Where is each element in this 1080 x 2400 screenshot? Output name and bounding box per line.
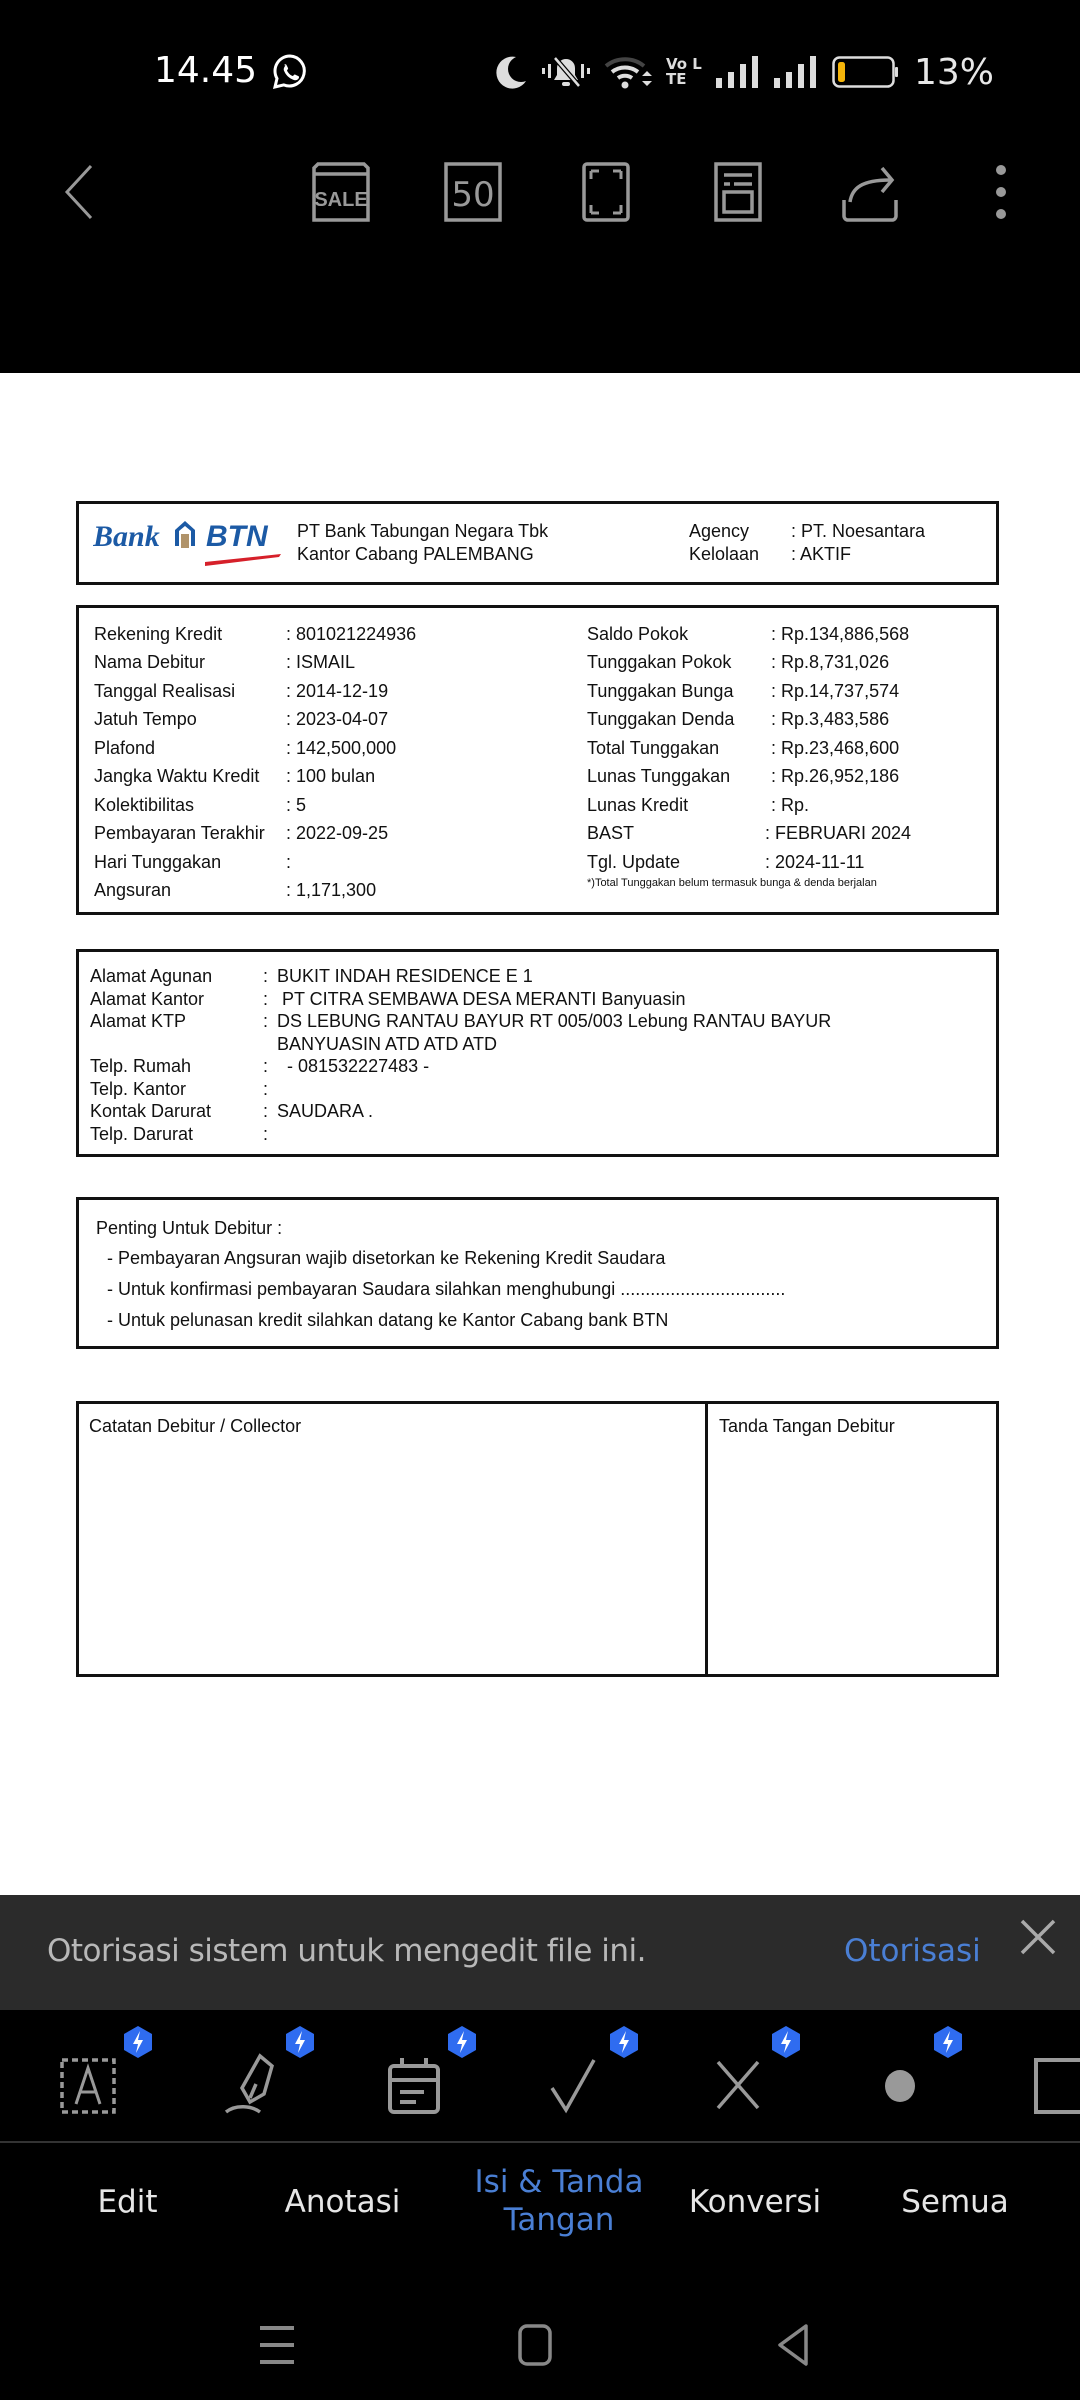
document-page[interactable] (0, 373, 1080, 1896)
address-label: Telp. Darurat (90, 1123, 194, 1144)
home-icon[interactable] (510, 2320, 560, 2370)
tab-edit[interactable]: Edit (97, 2184, 158, 2220)
credit-value: : 2024-11-11 (765, 851, 865, 872)
address-label: Kontak Darurat (90, 1101, 212, 1121)
bottom-tabs (0, 2143, 1080, 2288)
notes-signature-box (76, 1401, 999, 1677)
text-box-icon (50, 2040, 130, 2120)
address-label: Alamat Agunan (90, 966, 213, 986)
debtor-notice-box (76, 1197, 999, 1349)
credit-label: Jangka Waktu Kredit (94, 766, 260, 787)
credit-label: Lunas Tunggakan (587, 766, 731, 787)
credit-label: Pembayaran Terakhir (94, 823, 265, 844)
sale-label: SALE (314, 189, 368, 211)
status-bar (0, 0, 1080, 140)
notice-item: - Untuk pelunasan kredit silahkan datang ke Kantor Cabang bank BTN (107, 1310, 669, 1330)
reading-mode-button[interactable] (714, 160, 762, 224)
credit-row (94, 848, 416, 877)
fill-sign-tools (0, 2010, 1080, 2140)
address-row (90, 1010, 831, 1033)
bank-btn-logo (93, 516, 283, 574)
notice-item: - Pembayaran Angsuran wajib disetorkan ke Rekening Kredit Saudara (107, 1248, 666, 1268)
credit-value: : 142,500,000 (286, 737, 397, 758)
signature-label: Tanda Tangan Debitur (719, 1416, 895, 1436)
text-box-tool[interactable] (50, 2040, 130, 2120)
address-colon: : (263, 1078, 269, 1099)
agency-value: : PT. Noesantara (791, 521, 926, 541)
credit-row (94, 763, 416, 792)
rectangle-icon (1030, 2040, 1080, 2120)
address-colon: : (263, 988, 269, 1009)
address-value: DS LEBUNG RANTAU BAYUR RT 005/003 Lebung RANTAU BAYUR (277, 1011, 832, 1031)
credit-value: : Rp.23,468,600 (771, 737, 900, 758)
address-box (76, 949, 999, 1157)
checkmark-icon (536, 2040, 616, 2120)
sale-icon (310, 162, 372, 222)
address-label: Telp. Rumah (90, 1056, 192, 1076)
logo-bank-text: Bank (93, 520, 160, 553)
rectangle-tool[interactable] (1030, 2040, 1080, 2120)
bank-company-name: PT Bank Tabungan Negara Tbk (297, 521, 549, 541)
credit-details-right (587, 620, 911, 889)
address-label: Telp. Kantor (90, 1078, 187, 1099)
credit-row (94, 791, 416, 820)
close-icon[interactable] (1018, 1917, 1058, 1957)
wifi-icon (604, 54, 652, 90)
address-colon: : (263, 1123, 269, 1144)
credit-row (94, 649, 416, 678)
address-label: Alamat Kantor (90, 988, 205, 1009)
volte-icon (666, 57, 702, 87)
battery-icon (832, 56, 900, 88)
premium-badge-icon (934, 2026, 962, 2058)
more-options-button[interactable] (990, 160, 1012, 224)
credit-label: Tunggakan Pokok (587, 652, 732, 673)
credit-label: Saldo Pokok (587, 623, 689, 644)
credit-value: : Rp.26,952,186 (771, 766, 900, 787)
cross-icon (698, 2040, 778, 2120)
premium-badge-icon (610, 2026, 638, 2058)
credit-value: : Rp. (771, 794, 810, 815)
calendar-icon (374, 2040, 454, 2120)
chevron-left-icon (63, 164, 93, 220)
address-row (90, 1100, 831, 1123)
credit-label: BAST (587, 823, 635, 844)
page-number-icon (444, 162, 502, 222)
credit-row (587, 848, 911, 877)
tab-semua[interactable]: Semua (901, 2184, 1009, 2220)
premium-badge-icon (286, 2026, 314, 2058)
logo-btn-text: BTN (206, 520, 268, 553)
address-row-continued (90, 1033, 831, 1056)
credit-value: : Rp.8,731,026 (771, 652, 890, 673)
dot-icon (860, 2040, 940, 2120)
credit-value: : 2014-12-19 (286, 680, 389, 701)
credit-label: Lunas Kredit (587, 794, 689, 815)
moon-icon (494, 54, 528, 90)
credit-value: : 2022-09-25 (286, 823, 389, 844)
credit-label: Plafond (94, 737, 156, 758)
credit-value: : 100 bulan (286, 766, 376, 787)
back-icon[interactable] (768, 2320, 818, 2370)
back-button[interactable] (56, 160, 100, 224)
notes-divider (705, 1404, 708, 1674)
credit-row (94, 620, 416, 649)
authorization-message: Otorisasi sistem untuk mengedit file ini. (47, 1933, 647, 1969)
sale-button[interactable] (310, 160, 372, 224)
premium-badge-icon (124, 2026, 152, 2058)
address-row (90, 1078, 831, 1101)
authorization-banner (0, 1895, 1080, 2010)
notes-label: Catatan Debitur / Collector (89, 1416, 302, 1436)
status-time: 14.45 (154, 50, 258, 91)
credit-value: : ISMAIL (286, 652, 356, 673)
address-colon: : (263, 1011, 269, 1031)
address-value: SAUDARA . (277, 1101, 374, 1121)
address-row (90, 1123, 831, 1146)
agency-info (689, 520, 925, 566)
premium-badge-icon (772, 2026, 800, 2058)
page-count-label: 50 (451, 175, 495, 215)
bank-branch-name: Kantor Cabang PALEMBANG (297, 544, 534, 564)
signal-icon (774, 56, 818, 88)
credit-value: : Rp.134,886,568 (771, 623, 910, 644)
notice-title: Penting Untuk Debitur : (96, 1218, 283, 1238)
address-label: Alamat KTP (90, 1011, 187, 1031)
address-colon: : (263, 966, 269, 986)
address-value: BUKIT INDAH RESIDENCE E 1 (277, 966, 533, 986)
share-button[interactable] (840, 160, 900, 224)
credit-row (94, 677, 416, 706)
agency-label: Agency (689, 521, 750, 541)
credit-row (587, 734, 911, 763)
signal-icon (716, 56, 760, 88)
address-row (90, 988, 831, 1011)
kelolaan-value: : AKTIF (791, 544, 852, 564)
credit-label: Hari Tunggakan (94, 851, 222, 872)
tab-isi-tanda-tangan[interactable] (465, 2163, 653, 2239)
check-tool[interactable] (536, 2040, 616, 2120)
notice-item: - Untuk konfirmasi pembayaran Saudara silahkan menghubungi ................................. (107, 1279, 786, 1299)
fit-screen-icon (582, 162, 630, 222)
credit-value: : 5 (286, 794, 307, 815)
mute-bell-icon (542, 54, 590, 90)
page-count-button[interactable] (444, 160, 502, 224)
fit-screen-button[interactable] (582, 160, 630, 224)
authorize-button[interactable]: Otorisasi (844, 1933, 981, 1969)
credit-label: Tanggal Realisasi (94, 680, 236, 701)
credit-details-box (76, 605, 999, 915)
share-icon (840, 162, 900, 222)
address-list (90, 965, 831, 1145)
credit-label: Angsuran (94, 880, 172, 901)
dot-tool[interactable] (860, 2040, 940, 2120)
credit-footnote: *)Total Tunggakan belum termasuk bunga & denda berjalan (587, 876, 877, 889)
recents-icon[interactable] (252, 2320, 302, 2370)
credit-value: : (286, 851, 292, 872)
credit-row (587, 763, 911, 792)
credit-value: : FEBRUARI 2024 (765, 823, 912, 844)
document-header-box (76, 501, 999, 585)
battery-percent: 13% (913, 51, 994, 93)
pen-signature-icon (212, 2040, 292, 2120)
volte-label: Vo LTE (665, 55, 702, 88)
more-vertical-icon (995, 162, 1007, 222)
kelolaan-label: Kelolaan (689, 544, 760, 564)
address-colon: : (263, 1101, 269, 1121)
tab-konversi[interactable]: Konversi (688, 2184, 822, 2220)
credit-value: : 1,171,300 (286, 880, 377, 901)
tab-anotasi[interactable]: Anotasi (284, 2184, 401, 2220)
credit-row (94, 820, 416, 849)
reading-mode-icon (714, 162, 762, 222)
credit-row (587, 791, 911, 820)
address-value: - 081532227483 - (277, 1056, 430, 1076)
credit-label: Tunggakan Bunga (587, 680, 734, 701)
credit-value: : Rp.3,483,586 (771, 709, 890, 730)
credit-label: Tgl. Update (587, 851, 681, 872)
bank-info (297, 520, 548, 566)
tab-label-line1: Isi & Tanda (474, 2164, 644, 2200)
credit-label: Rekening Kredit (94, 623, 223, 644)
credit-row (587, 706, 911, 735)
credit-label: Kolektibilitas (94, 794, 195, 815)
credit-label: Jatuh Tempo (94, 709, 197, 730)
system-nav-bar (0, 2290, 1080, 2400)
address-value: BANYUASIN ATD ATD ATD (277, 1033, 498, 1054)
credit-row (587, 649, 911, 678)
cross-tool[interactable] (698, 2040, 778, 2120)
status-icons (494, 50, 994, 94)
address-value: PT CITRA SEMBAWA DESA MERANTI Banyuasin (277, 988, 686, 1009)
credit-row (94, 877, 416, 906)
credit-value: : 2023-04-07 (286, 709, 389, 730)
credit-row (587, 620, 911, 649)
premium-badge-icon (448, 2026, 476, 2058)
date-tool[interactable] (374, 2040, 454, 2120)
address-row (90, 1055, 831, 1078)
signature-tool[interactable] (212, 2040, 292, 2120)
credit-label: Total Tunggakan (587, 737, 720, 758)
credit-row (587, 820, 911, 849)
credit-label: Nama Debitur (94, 652, 206, 673)
app-toolbar (0, 140, 1080, 375)
credit-row (587, 677, 911, 706)
address-colon: : (263, 1056, 269, 1076)
credit-label: Tunggakan Denda (587, 709, 735, 730)
credit-row (94, 734, 416, 763)
credit-details-left (94, 620, 416, 905)
whatsapp-icon (270, 52, 310, 92)
address-row (90, 965, 831, 988)
credit-row (94, 706, 416, 735)
credit-value: : Rp.14,737,574 (771, 680, 900, 701)
credit-value: : 801021224936 (286, 623, 417, 644)
tab-label-line2: Tangan (503, 2202, 615, 2238)
